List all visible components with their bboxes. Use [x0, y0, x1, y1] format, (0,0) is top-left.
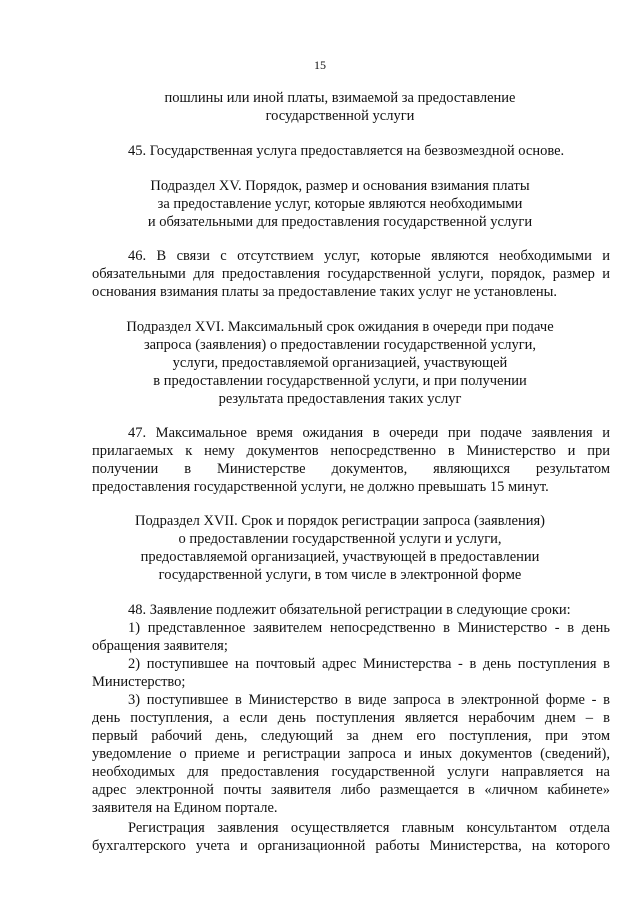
paragraph-48-item-3-line-7: заявителя на Едином портале.	[92, 800, 278, 816]
paragraph-48-registration-line-2: бухгалтерского учета и организационной работы Министерства, на которого	[92, 838, 610, 854]
subsection-16-line-4: в предоставлении государственной услуги, и при получении	[153, 373, 527, 389]
continuation-line-1: пошлины или иной платы, взимаемой за предоставление	[164, 90, 516, 106]
subsection-17-line-3: предоставляемой организацией, участвующей в предоставлении	[140, 549, 540, 565]
paragraph-48-item-1-line-1: 1) представленное заявителем непосредственно в Министерство - в день	[128, 620, 610, 636]
subsection-16-line-5: результата предоставления таких услуг	[218, 391, 462, 407]
paragraph-48-item-2-line-2: Министерство;	[92, 674, 186, 690]
paragraph-46-line-2: обязательными для предоставления государственной услуги, порядок, размер и	[92, 266, 610, 282]
paragraph-48-item-1-line-2: обращения заявителя;	[92, 638, 228, 654]
subsection-15-line-3: и обязательными для предоставления государственной услуги	[147, 214, 533, 230]
paragraph-48-item-3-line-1: 3) поступившее в Министерство в виде запроса в электронной форме - в	[128, 692, 610, 708]
subsection-17-line-1: Подраздел XVII. Срок и порядок регистрации запроса (заявления)	[134, 513, 545, 529]
subsection-16-line-2: запроса (заявления) о предоставлении государственной услуги,	[143, 337, 537, 353]
paragraph-48-item-3-line-4: уведомление о приеме и регистрации запроса и иных документов (сведений),	[92, 746, 610, 762]
paragraph-47-line-4: предоставления государственной услуги, не должно превышать 15 минут.	[92, 479, 549, 495]
paragraph-48-item-3-line-6: адрес электронной почты заявителя либо размещается в «личном кабинете»	[92, 782, 610, 798]
page-number: 15	[314, 58, 326, 72]
paragraph-48-item-3-line-3: первый рабочий день, следующий за днем его поступления, при этом	[92, 728, 610, 744]
subsection-17-line-4: государственной услуги, в том числе в электронной форме	[158, 567, 522, 583]
continuation-line-2: государственной услуги	[265, 108, 415, 124]
subsection-17-line-2: о предоставлении государственной услуги и услуги,	[178, 531, 502, 547]
subsection-15-line-1: Подраздел XV. Порядок, размер и основания взимания платы	[150, 178, 530, 194]
paragraph-48-intro: 48. Заявление подлежит обязательной регистрации в следующие сроки:	[128, 602, 571, 618]
paragraph-48-item-3-line-2: день поступления, а если день поступления является нерабочим днем – в	[92, 710, 610, 726]
paragraph-46-line-1: 46. В связи с отсутствием услуг, которые являются необходимыми и	[128, 248, 610, 264]
paragraph-47-line-3: получении в Министерстве документов, являющихся результатом	[92, 461, 610, 477]
subsection-16-line-3: услуги, предоставляемой организацией, участвующей	[172, 355, 508, 371]
subsection-16-line-1: Подраздел XVI. Максимальный срок ожидания в очереди при подаче	[126, 319, 554, 335]
subsection-15-line-2: за предоставление услуг, которые являются необходимыми	[157, 196, 523, 212]
paragraph-48-registration-line-1: Регистрация заявления осуществляется главным консультантом отдела	[128, 820, 610, 836]
paragraph-45: 45. Государственная услуга предоставляется на безвозмездной основе.	[128, 143, 565, 159]
paragraph-47-line-2: прилагаемых к нему документов непосредственно в Министерство и при	[92, 443, 610, 459]
paragraph-46-line-3: основания взимания платы за предоставление таких услуг не установлены.	[92, 284, 557, 300]
paragraph-48-item-3-line-5: необходимых для предоставления государственной услуги направляется на	[92, 764, 610, 780]
paragraph-48-item-2-line-1: 2) поступившее на почтовый адрес Министерства - в день поступления в	[128, 656, 610, 672]
paragraph-47-line-1: 47. Максимальное время ожидания в очереди при подаче заявления и	[128, 425, 610, 441]
